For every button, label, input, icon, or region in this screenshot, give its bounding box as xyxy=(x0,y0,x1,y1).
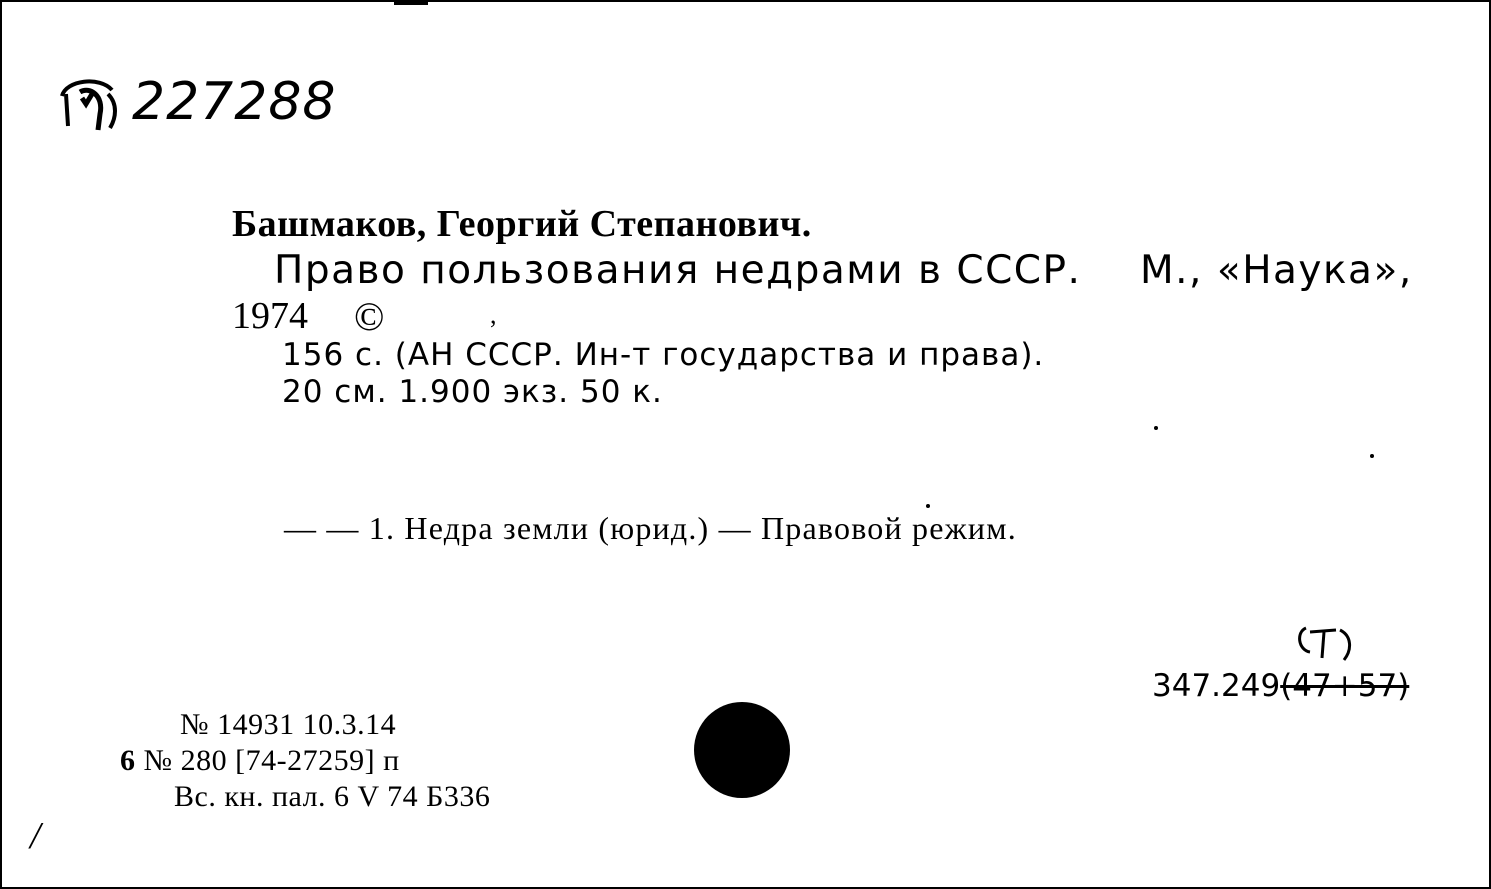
author-heading: Башмаков, Георгий Степанович. xyxy=(232,203,812,245)
card-edge-mark xyxy=(394,2,428,5)
imprint-line-3: Вс. кн. пал. 6 V 74 Б336 xyxy=(174,780,491,813)
imprint-line-1: № 14931 10.3.14 xyxy=(180,708,397,741)
handwritten-mark-icon xyxy=(1292,618,1356,666)
subject-heading: — — 1. Недра земли (юрид.) — Правовой режим. xyxy=(284,510,1017,546)
class-number-main: 347.249 xyxy=(1152,668,1281,704)
speck xyxy=(926,504,930,508)
classification-number xyxy=(1152,668,1409,704)
publication-year: 1974 xyxy=(232,295,308,337)
imprint-line-2-rest: № 280 [74-27259] п xyxy=(135,744,400,777)
speck xyxy=(1154,426,1158,430)
copyright-icon: © xyxy=(354,294,385,339)
rod-hole xyxy=(694,702,790,798)
class-number-struck: (47+57) xyxy=(1280,668,1410,704)
library-stamp-icon xyxy=(56,74,118,136)
physical-description: 20 см. 1.900 экз. 50 к. xyxy=(282,374,663,410)
book-title: Право пользования недрами в СССР. xyxy=(274,248,1082,293)
handwritten-accession-number: 227288 xyxy=(132,72,337,132)
imprint-line-2 xyxy=(120,744,400,778)
imprint-line-2-bold: 6 xyxy=(120,744,136,777)
tick-mark: , xyxy=(490,300,497,329)
speck xyxy=(1370,454,1374,458)
publisher: М., «Наука», xyxy=(1140,248,1413,293)
margin-mark: / xyxy=(30,815,41,857)
collation-line: 156 с. (АН СССР. Ин-т государства и права). xyxy=(282,337,1045,373)
